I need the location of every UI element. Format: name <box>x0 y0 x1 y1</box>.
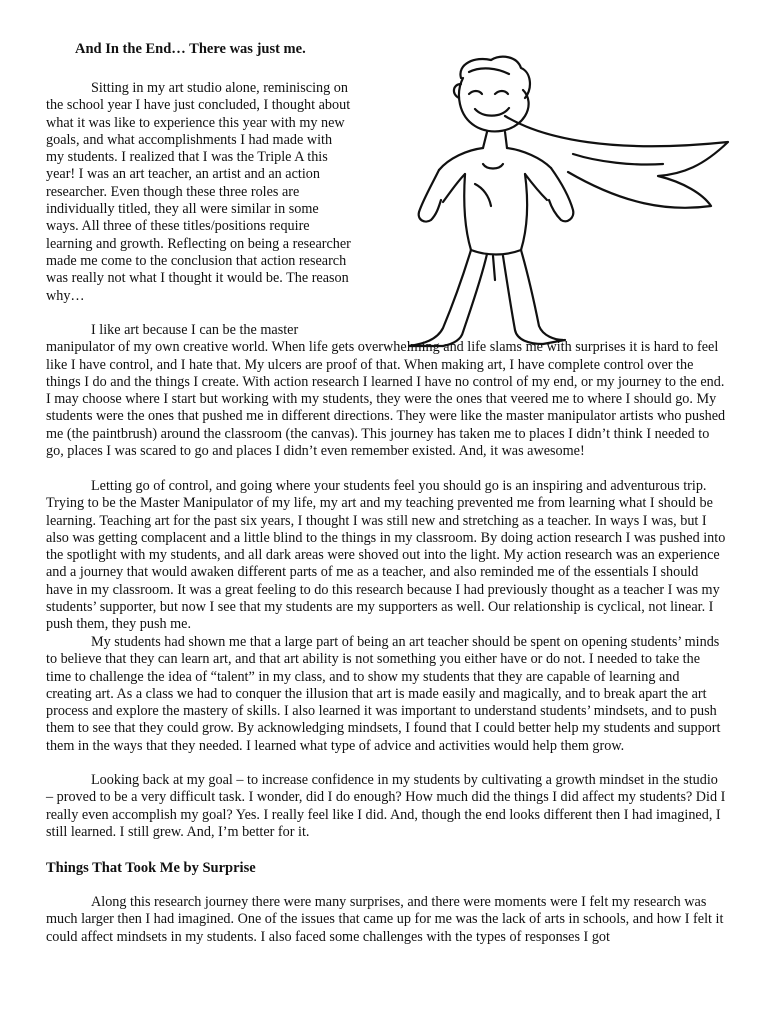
paragraph-intro: Sitting in my art studio alone, reminiscing on the school year I have just concluded, I thought about what it was like to experience this year with my new goals, and what accomplishments I had made with my students. I realized that I was the Triple A this year! I was an art teacher, an artist and an action researcher. Even though these three roles are individually titled, they all were similar in some ways. All three of these titles/positions require learning and growth. Reflecting on being a researcher made me come to the conclusion that action research was really not what I thought it would be. The reason why… <box>46 80 351 304</box>
paragraph-surprises: Along this research journey there were many surprises, and there were moments were I felt my research was much larger then I had imagined. One of the issues that came up for me was the lack of arts in schools, and how I felt it could affect mindsets in my students. I also faced some challenges with the types of responses I got <box>46 894 724 945</box>
superhero-illustration <box>383 54 738 354</box>
paragraph-students: My students had shown me that a large part of being an art teacher should be spent on opening students’ minds to believe that they can learn art, and that art ability is not something you either have or do not. I needed to take the time to challenge the idea of “talent” in my class, and to show my students that they are capable of learning and creating art. As a class we had to conquer the illusion that art is made easily and magically, and to break apart the art process and explore the mastery of skills. I also learned it was important to understand students’ mindsets, and to push them to see that they could grow. By acknowledging mindsets, I found that I could better help my students and support them in the ways that they needed. I learned what type of advice and activities would help them grow. <box>46 634 721 754</box>
paragraph-control-rest: manipulator of my own creative world. When life gets overwhelming and life slams me with surprises it is hard to feel like I have control, and I hate that. My ulcers are proof of that. When making art, I have complete control over the things I do and the things I create. With action research I learned I have no control of my end, or my journey to the end. I may choose where I start but working with my students, they were the ones that veered me to where I should go. My students were the ones that pushed me in different directions. They were like the master manipulator artists who pushed me (the paintbrush) around the classroom (the canvas). This journey has taken me to places I didn’t think I needed to go, places I was scared to go and places I didn’t even remember existed. And, it was awesome! <box>46 339 726 460</box>
paragraph-goal: Looking back at my goal – to increase confidence in my students by cultivating a growth mindset in the studio – proved to be a very difficult task. I wonder, did I do enough? How much did the things I did affect my students? Did I really even accomplish my goal? Yes. I really feel like I did. And, though the end looks different then I had imagined, I still learned. I still grew. And, I’m better for it. <box>46 772 726 840</box>
section-heading: Things That Took Me by Surprise <box>46 860 256 876</box>
paragraph-letting-go: Letting go of control, and going where your students feel you should go is an inspiring and adventurous trip. Trying to be the Master Manipulator of my life, my art and my teaching prevented me from learning what I should be learning. Teaching art for the past six years, I thought I was still new and stretching as a teacher. In ways I was, but I also was getting complacent and a little blind to the things in my classroom. By doing action research I was pushed into the spotlight with my students, and all dark areas were shoved out into the light. My action research was an experience and a journey that would awaken different parts of me as a teacher, and also reminded me of the essentials I should have in my classroom. It was a great feeling to do this research because I had previously thought as a teacher I was my students’ supporter, but now I see that my students are my supporters as well. Our relationship is cyclical, not linear. I push them, they push me. <box>46 478 726 633</box>
paragraph-control-start: I like art because I can be the master <box>91 322 299 338</box>
document-title: And In the End… There was just me. <box>75 41 306 57</box>
